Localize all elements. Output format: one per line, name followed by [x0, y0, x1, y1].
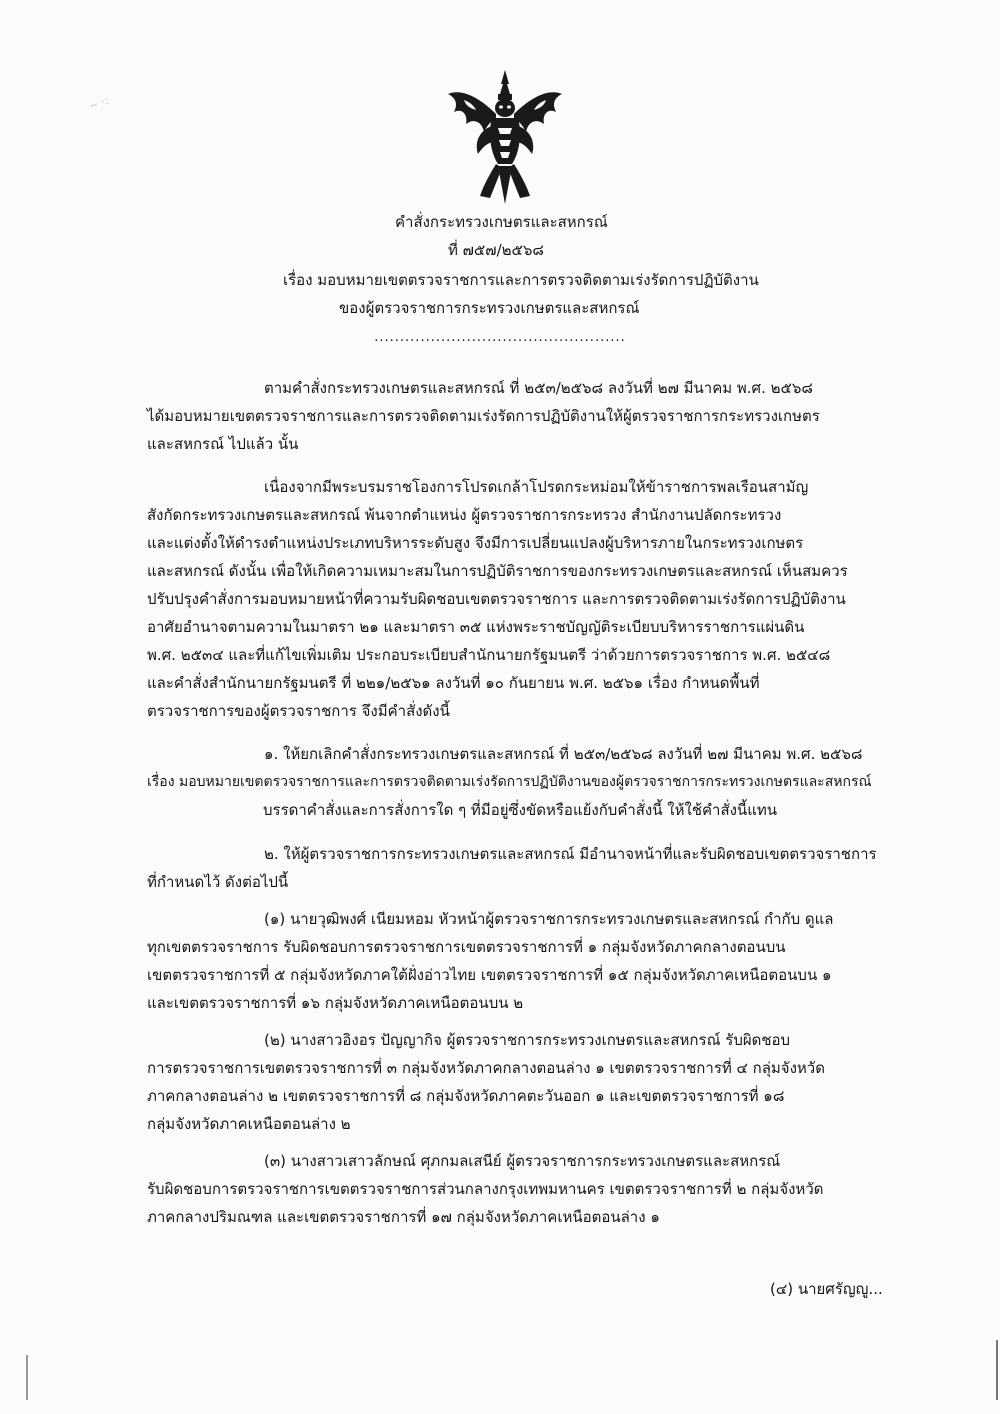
body-line: เขตตรวจราชการที่ ๕ กลุ่มจังหวัดภาคใต้ฝั่งอ่าวไทย เขตตรวจราชการที่ ๑๕ กลุ่มจังหวัดภาคเหนือตอนบน ๑ — [147, 966, 832, 984]
body-line: ภาคกลางปริมณฑล และเขตตรวจราชการที่ ๑๗ กลุ่มจังหวัดภาคเหนือตอนล่าง ๑ — [147, 1208, 660, 1226]
body-line: และสหกรณ์ ไปแล้ว นั้น — [147, 435, 299, 453]
body-line: ภาคกลางตอนล่าง ๒ เขตตรวจราชการที่ ๘ กลุ่มจังหวัดภาคตะวันออก ๑ และเขตตรวจราชการที่ ๑๘ — [147, 1087, 785, 1105]
order-number: ที่ ๗๕๗/๒๕๖๘ — [448, 241, 544, 259]
body-line: (๓) นางสาวเสาวลักษณ์ ศุภกมลเสนีย์ ผู้ตรวจราชการกระทรวงเกษตรและสหกรณ์ — [264, 1152, 781, 1170]
body-line: กลุ่มจังหวัดภาคเหนือตอนล่าง ๒ — [147, 1115, 351, 1133]
subject-line-1: เรื่อง มอบหมายเขตตรวจราชการและการตรวจติดตามเร่งรัดการปฏิบัติงาน — [283, 271, 759, 289]
body-line: พ.ศ. ๒๕๓๔ และที่แก้ไขเพิ่มเติม ประกอบระเบียบสำนักนายกรัฐมนตรี ว่าด้วยการตรวจราชการ พ.ศ. ๒๕๔๘ — [147, 646, 831, 664]
body-line: และสหกรณ์ ดังนั้น เพื่อให้เกิดความเหมาะสมในการปฏิบัติราชการของกระทรวงเกษตรและสหกรณ์ เห็นสมควร — [147, 562, 848, 580]
body-line: ๒. ให้ผู้ตรวจราชการกระทรวงเกษตรและสหกรณ์ มีอำนาจหน้าที่และรับผิดชอบเขตตรวจราชการ — [264, 845, 877, 863]
body-line: (๑) นายวุฒิพงศ์ เนียมหอม หัวหน้าผู้ตรวจราชการกระทรวงเกษตรและสหกรณ์ กำกับ ดูแล — [264, 910, 834, 928]
body-line: ตามคำสั่งกระทรวงเกษตรและสหกรณ์ ที่ ๒๕๓/๒๕๖๘ ลงวันที่ ๒๗ มีนาคม พ.ศ. ๒๕๖๘ — [264, 379, 813, 397]
body-line: รับผิดชอบการตรวจราชการเขตตรวจราชการส่วนกลางกรุงเทพมหานคร เขตตรวจราชการที่ ๒ กลุ่มจังหวัด — [147, 1180, 824, 1198]
subject-line-2: ของผู้ตรวจราชการกระทรวงเกษตรและสหกรณ์ — [339, 299, 640, 317]
body-line: ที่กำหนดไว้ ดังต่อไปนี้ — [147, 873, 289, 891]
scan-smudge: ~ ·: — [87, 93, 111, 113]
body-line: ปรับปรุงคำสั่งการมอบหมายหน้าที่ความรับผิดชอบเขตตรวจราชการ และการตรวจติดตามเร่งรัดการปฏิบัติงาน — [147, 590, 846, 608]
garuda-emblem-icon — [440, 68, 570, 208]
scan-edge-mark — [996, 1340, 998, 1400]
divider-dots: ................................................. — [374, 330, 626, 345]
body-line: และคำสั่งสำนักนายกรัฐมนตรี ที่ ๒๒๑/๒๕๖๑ ลงวันที่ ๑๐ กันยายน พ.ศ. ๒๕๖๑ เรื่อง กำหนดพื้นที่ — [147, 674, 760, 692]
body-line: อาศัยอำนาจตามความในมาตรา ๒๑ และมาตรา ๓๕ แห่งพระราชบัญญัติระเบียบบริหารราชการแผ่นดิน — [147, 618, 805, 636]
body-line: และเขตตรวจราชการที่ ๑๖ กลุ่มจังหวัดภาคเหนือตอนบน ๒ — [147, 994, 524, 1012]
body-line: บรรดาคำสั่งและการสั่งการใด ๆ ที่มีอยู่ซึ่งขัดหรือแย้งกับคำสั่งนี้ ให้ใช้คำสั่งนี้แทน — [263, 801, 777, 819]
order-title: คำสั่งกระทรวงเกษตรและสหกรณ์ — [395, 213, 608, 231]
body-line: ตรวจราชการของผู้ตรวจราชการ จึงมีคำสั่งดังนี้ — [147, 702, 450, 720]
body-line: และแต่งตั้งให้ดำรงตำแหน่งประเภทบริหารระดับสูง จึงมีการเปลี่ยนแปลงผู้บริหารภายในกระทรวงเกษตร — [147, 534, 804, 552]
body-line: สังกัดกระทรวงเกษตรและสหกรณ์ พ้นจากตำแหน่ง ผู้ตรวจราชการกระทรวง สำนักงานปลัดกระทรวง — [147, 506, 782, 524]
body-line: การตรวจราชการเขตตรวจราชการที่ ๓ กลุ่มจังหวัดภาคกลางตอนล่าง ๑ เขตตรวจราชการที่ ๔ กลุ่มจังหวัด — [147, 1059, 825, 1077]
body-line: ๑. ให้ยกเลิกคำสั่งกระทรวงเกษตรและสหกรณ์ ที่ ๒๕๓/๒๕๖๘ ลงวันที่ ๒๗ มีนาคม พ.ศ. ๒๕๖๘ — [264, 745, 863, 763]
body-line: เรื่อง มอบหมายเขตตรวจราชการและการตรวจติดตามเร่งรัดการปฏิบัติงานของผู้ตรวจราชการกระทรวงเกษตรและสหกรณ์ — [147, 774, 872, 790]
body-line: ทุกเขตตรวจราชการ รับผิดชอบการตรวจราชการเขตตรวจราชการที่ ๑ กลุ่มจังหวัดภาคกลางตอนบน — [147, 938, 786, 956]
continuation-note: (๔) นายศรัญญู... — [770, 1280, 883, 1298]
body-line: เนื่องจากมีพระบรมราชโองการโปรดเกล้าโปรดกระหม่อมให้ข้าราชการพลเรือนสามัญ — [264, 478, 809, 496]
scan-edge-mark — [26, 1355, 28, 1400]
body-line: ได้มอบหมายเขตตรวจราชการและการตรวจติดตามเร่งรัดการปฏิบัติงานให้ผู้ตรวจราชการกระทรวงเกษตร — [147, 407, 820, 425]
body-line: (๒) นางสาวอิงอร ปัญญากิจ ผู้ตรวจราชการกระทรวงเกษตรและสหกรณ์ รับผิดชอบ — [264, 1031, 791, 1049]
